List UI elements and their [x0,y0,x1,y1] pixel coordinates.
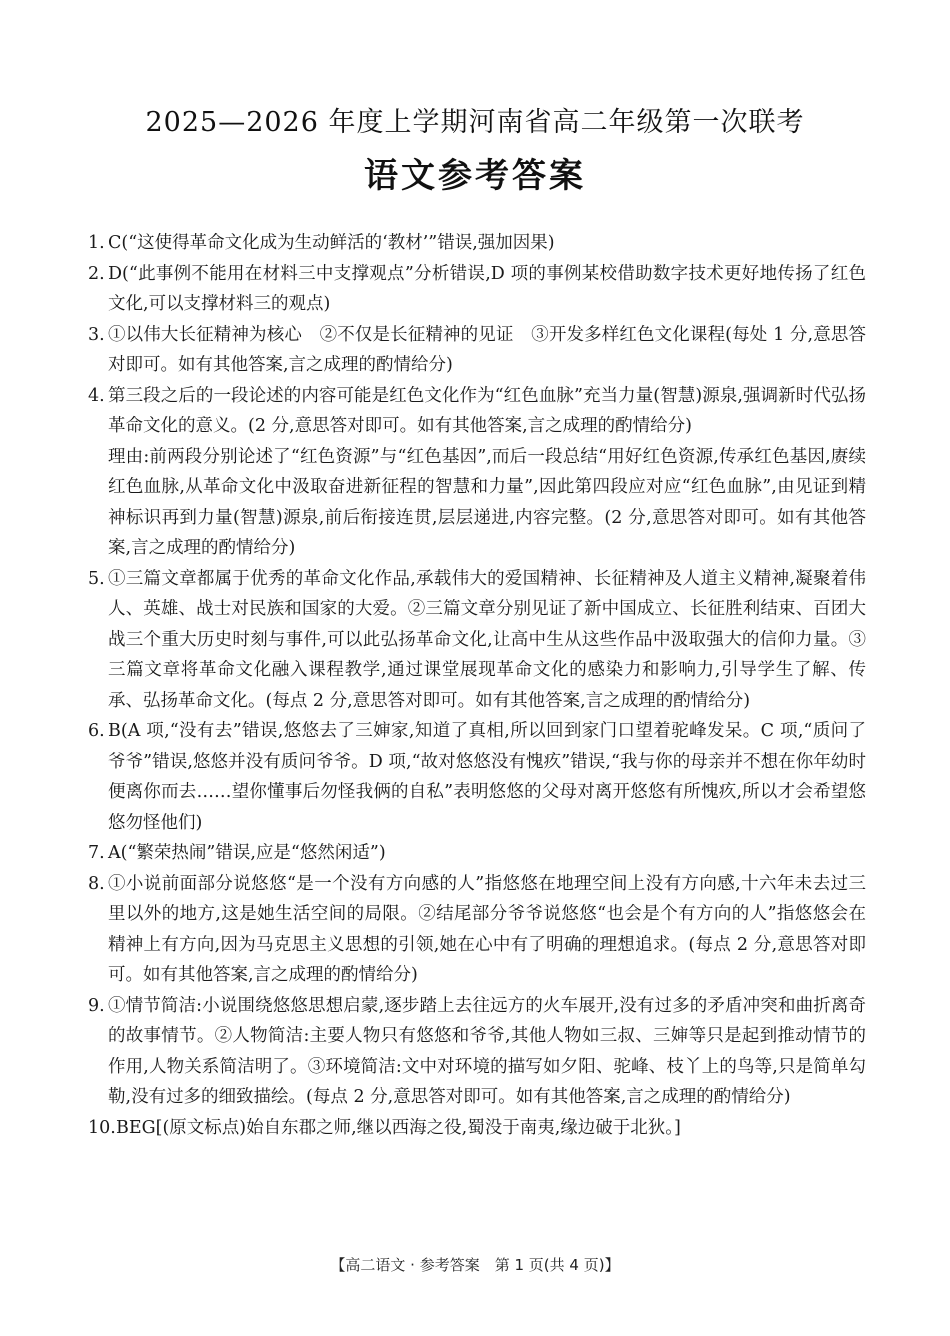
answer-number: 1. [88,233,105,253]
answer-body [116,1113,866,1144]
answer-item-1 [88,228,866,259]
answer-reason-paragraph: 理由:前两段分别论述了“红色资源”与“红色基因”,而后一段总结“用好红色资源,传承红色基因,赓续红色血脉,从革命文化中汲取奋进新征程的智慧和力量”,因此第四段应对应“红色血脉”,由见证到精神标识再到力量(智慧)源泉,前后衔接连贯,层层递进,内容完整。(2 分,意思答对即可。如有其他答案,言之成理的酌情给分) [108,446,866,558]
answer-body [108,869,866,991]
answer-paragraph: B(A 项,“没有去”错误,悠悠去了三婶家,知道了真相,所以回到家门口望着驼峰发呆。C 项,“质问了爷爷”错误,悠悠并没有质问爷爷。D 项,“故对悠悠没有愧疚”错误,“我与你的母亲并不想在你年幼时便离你而去……望你懂事后勿怪我俩的自私”表明悠悠的父母对离开悠悠有所愧疚,所以才会希望悠悠勿怪他们) [108,721,866,833]
answer-paragraph: A(“繁荣热闹”错误,应是“悠然闲适”) [108,843,386,863]
answer-body [108,381,866,564]
answer-paragraph: ①以伟大长征精神为核心 ②不仅是长征精神的见证 ③开发多样红色文化课程(每处 1 分,意思答对即可。如有其他答案,言之成理的酌情给分) [108,324,866,375]
answer-paragraph: C(“这使得革命文化成为生动鲜活的‘教材’”错误,强加因果) [108,233,555,253]
answer-paragraph: ①小说前面部分说悠悠“是一个没有方向感的人”指悠悠在地理空间上没有方向感,十六年未去过三里以外的地方,这是她生活空间的局限。②结尾部分爷爷说悠悠“也会是个有方向的人”指悠悠会在精神上有方向,因为马克思主义思想的引领,她在心中有了明确的理想追求。(每点 2 分,意思答对即可。如有其他答案,言之成理的酌情给分) [108,873,866,985]
answer-body [108,320,866,381]
answer-body [108,259,866,320]
answer-paragraph: D(“此事例不能用在材料三中支撑观点”分析错误,D 项的事例某校借助数字技术更好地传扬了红色文化,可以支撑材料三的观点) [108,263,866,314]
answer-number: 8. [88,873,105,894]
answer-item-5 [88,564,866,717]
answer-body [108,564,866,717]
answer-body [108,991,866,1113]
answer-item-6 [88,716,866,838]
answer-number: 6. [88,721,105,741]
answer-body [108,716,866,838]
document-subtitle: 语文参考答案 [364,156,586,196]
document-title: 2025—2026 年度上学期河南省高二年级第一次联考 [145,107,805,138]
answer-number: 3. [88,324,105,345]
answer-item-3 [88,320,866,381]
answer-body [108,838,866,869]
answer-number: 7. [88,843,105,863]
answer-item-7 [88,838,866,869]
answer-number: 4. [88,385,105,406]
answer-list [88,228,866,1143]
answer-paragraph: BEG[(原文标点)始自东郡之师,继以西海之役,蜀没于南夷,缘边破于北狄。] [116,1117,681,1138]
answer-item-2 [88,259,866,320]
answer-item-4 [88,381,866,564]
answer-number: 2. [88,263,105,284]
answer-number: 10. [88,1117,116,1138]
answer-body [108,228,866,259]
answer-number: 9. [88,995,105,1016]
answer-item-10 [88,1113,866,1144]
page-footer: 【高二语文 · 参考答案 第 1 页(共 4 页)】 [330,1256,620,1274]
answer-number: 5. [88,568,105,589]
answer-item-8 [88,869,866,991]
answer-paragraph: 第三段之后的一段论述的内容可能是红色文化作为“红色血脉”充当力量(智慧)源泉,强调新时代弘扬革命文化的意义。(2 分,意思答对即可。如有其他答案,言之成理的酌情给分) [108,385,866,436]
answer-item-9 [88,991,866,1113]
answer-paragraph: ①三篇文章都属于优秀的革命文化作品,承载伟大的爱国精神、长征精神及人道主义精神,凝聚着伟人、英雄、战士对民族和国家的大爱。②三篇文章分别见证了新中国成立、长征胜利结束、百团大战三个重大历史时刻与事件,可以此弘扬革命文化,让高中生从这些作品中汲取强大的信仰力量。③三篇文章将革命文化融入课程教学,通过课堂展现革命文化的感染力和影响力,引导学生了解、传承、弘扬革命文化。(每点 2 分,意思答对即可。如有其他答案,言之成理的酌情给分) [108,568,866,711]
answer-paragraph: ①情节简洁:小说围绕悠悠思想启蒙,逐步踏上去往远方的火车展开,没有过多的矛盾冲突和曲折离奇的故事情节。②人物简洁:主要人物只有悠悠和爷爷,其他人物如三叔、三婶等只是起到推动情节的作用,人物关系简洁明了。③环境简洁:文中对环境的描写如夕阳、驼峰、枝丫上的鸟等,只是简单勾勒,没有过多的细致描绘。(每点 2 分,意思答对即可。如有其他答案,言之成理的酌情给分) [108,995,866,1107]
